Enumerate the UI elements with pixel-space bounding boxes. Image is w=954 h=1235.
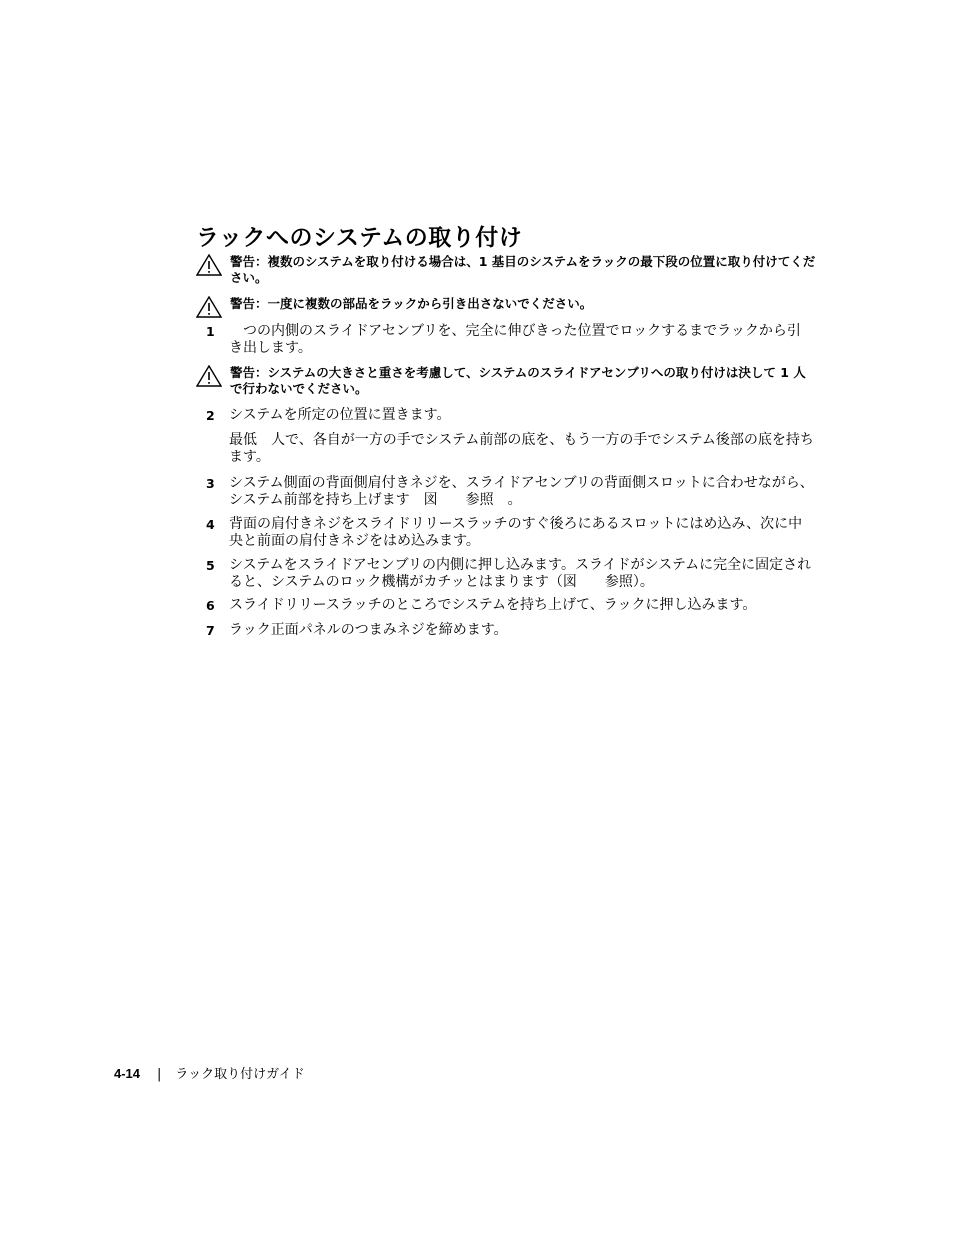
step-text: システム側面の背面側肩付きネジを、スライドアセンブリの背面側スロットに合わせながら、システム前部を持ち上げます 図 参照 。 [229,475,814,508]
warning-text: 警告：一度に複数の部品をラックから引き出さないでください。 [230,296,593,311]
page-title: ラックへのシステムの取り付け [196,225,523,251]
warning-block [196,296,816,312]
step-text: 背面の肩付きネジをスライドリリースラッチのすぐ後ろにあるスロットにはめ込み、次に中央と前面の肩付きネジをはめ込みます。 [229,516,803,549]
list-item [206,475,826,509]
step-number: 1 [206,324,215,339]
step-number: 4 [206,517,215,532]
list-item [206,516,826,550]
step-number: 3 [206,476,215,491]
step-text: スライドリリースラッチのところでシステムを持ち上げて、ラックに押し込みます。 [229,597,757,613]
warning-triangle-icon [196,254,222,276]
step-number: 5 [206,558,215,573]
step-text: システムをスライドアセンブリの内側に押し込みます。スライドがシステムに完全に固定されると、システムのロック機構がカチッとはまります（図 参照）。 [229,557,812,590]
warning-block [196,365,816,397]
step-note: 最低 人で、各自が一方の手でシステム前部の底を、もう一方の手でシステム後部の底を持ちます。 [229,432,814,465]
list-item [206,557,826,591]
warning-text: 警告：複数のシステムを取り付ける場合は、1 基目のシステムをラックの最下段の位置に取り付けてください。 [230,254,816,285]
warning-triangle-icon [196,365,222,387]
guide-title: ラック取り付けガイド [175,1067,305,1082]
step-text: システムを所定の位置に置きます。 [229,407,451,423]
step-number: 7 [206,623,215,638]
step-number: 6 [206,598,215,613]
list-item [206,407,826,424]
step-text: つの内側のスライドアセンブリを、完全に伸びきった位置でロックするまでラックから引き出します。 [229,323,801,356]
warning-text: 警告：システムの大きさと重さを考慮して、システムのスライドアセンブリへの取り付けは決して 1 人で行わないでください。 [230,365,806,396]
footer-separator: | [157,1067,162,1082]
list-item [206,622,826,639]
warning-triangle-icon [196,296,222,318]
step-text: ラック正面パネルのつまみネジを締めます。 [229,622,508,638]
page-number: 4-14 [114,1066,141,1081]
list-item [206,323,826,357]
list-item [206,597,826,614]
warning-block [196,254,816,286]
step-number: 2 [206,408,215,423]
page-footer [114,1063,305,1082]
